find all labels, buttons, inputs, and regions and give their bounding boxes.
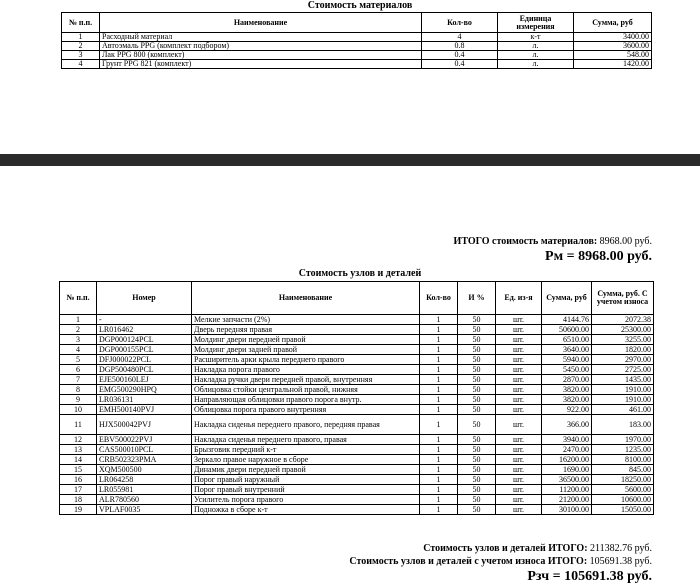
parts-cell-unit: шт. (496, 505, 542, 515)
parts-row (60, 485, 654, 495)
parts-cell-unit: шт. (496, 355, 542, 365)
parts-cell-sum: 5450.00 (542, 365, 592, 375)
parts-row (60, 315, 654, 325)
parts-cell-sum: 922.00 (542, 405, 592, 415)
parts-cell-wear: 50 (458, 495, 496, 505)
materials-cell-unit: л. (498, 42, 574, 51)
parts-cell-name: Порог правый наружный (192, 475, 420, 485)
parts-cell-qty: 1 (420, 325, 458, 335)
parts-cell-sum: 3820.00 (542, 385, 592, 395)
parts-cell-code: ALR780560 (97, 495, 192, 505)
parts-row (60, 365, 654, 375)
parts-cell-qty: 1 (420, 495, 458, 505)
parts-cell-num: 9 (60, 395, 97, 405)
parts-cell-num: 10 (60, 405, 97, 415)
parts-cell-unit: шт. (496, 495, 542, 505)
parts-cell-name: Расширитель арки крыла переднего правого (192, 355, 420, 365)
parts-header-sumwear: Сумма, руб. С учетом износа (592, 282, 654, 315)
parts-cell-wear: 50 (458, 415, 496, 435)
parts-cell-sumwear: 845.00 (592, 465, 654, 475)
parts-cell-sum: 3940.00 (542, 435, 592, 445)
parts-cell-num: 16 (60, 475, 97, 485)
parts-cell-name: Накладка сиденья переднего правого, правая (192, 435, 420, 445)
parts-cell-code: DFJ000022PCL (97, 355, 192, 365)
parts-cell-unit: шт. (496, 365, 542, 375)
parts-cell-num: 13 (60, 445, 97, 455)
parts-cell-code: LR016462 (97, 325, 192, 335)
parts-cell-unit: шт. (496, 435, 542, 445)
parts-cell-sumwear: 18250.00 (592, 475, 654, 485)
parts-cell-sum: 36500.00 (542, 475, 592, 485)
parts-cell-wear: 50 (458, 475, 496, 485)
parts-cell-sum: 50600.00 (542, 325, 592, 335)
parts-cell-wear: 50 (458, 485, 496, 495)
parts-cell-wear: 50 (458, 405, 496, 415)
parts-cell-unit: шт. (496, 385, 542, 395)
parts-cell-unit: шт. (496, 375, 542, 385)
parts-cell-wear: 50 (458, 505, 496, 515)
parts-cell-num: 5 (60, 355, 97, 365)
parts-cell-wear: 50 (458, 395, 496, 405)
materials-header-name: Наименование (100, 13, 422, 33)
parts-cell-code: LR036131 (97, 395, 192, 405)
parts-cell-unit: шт. (496, 455, 542, 465)
parts-cell-name: Дверь передняя правая (192, 325, 420, 335)
materials-cell-sum: 3400.00 (574, 33, 652, 42)
materials-row (62, 51, 652, 60)
parts-row (60, 385, 654, 395)
parts-total-label: Стоимость узлов и деталей ИТОГО: (423, 543, 588, 554)
materials-cell-qty: 4 (422, 33, 498, 42)
parts-cell-wear: 50 (458, 315, 496, 325)
parts-cell-code: DGP000155PCL (97, 345, 192, 355)
parts-cell-sumwear: 1820.00 (592, 345, 654, 355)
parts-cell-qty: 1 (420, 385, 458, 395)
parts-header-wear: И % (458, 282, 496, 315)
parts-cell-name: Накладка сиденья переднего правого, передняя правая (192, 415, 420, 435)
parts-row (60, 435, 654, 445)
parts-cell-name: Брызговик передний к-т (192, 445, 420, 455)
parts-cell-sum: 6510.00 (542, 335, 592, 345)
parts-cell-qty: 1 (420, 485, 458, 495)
parts-cell-qty: 1 (420, 405, 458, 415)
parts-total-wear-label: Стоимость узлов и деталей с учетом износа ИТОГО: (349, 556, 588, 567)
parts-cell-sumwear: 2072.38 (592, 315, 654, 325)
materials-cell-name: Грунт PPG 821 (комплект) (100, 60, 422, 69)
materials-cell-unit: к-т (498, 33, 574, 42)
parts-cell-name: Порог правый внутренний (192, 485, 420, 495)
parts-cell-qty: 1 (420, 505, 458, 515)
materials-header-sum: Сумма, руб (574, 13, 652, 33)
parts-cell-name: Направляющая облицовки правого порога внутр. (192, 395, 420, 405)
parts-cell-qty: 1 (420, 445, 458, 455)
parts-cell-sumwear: 2725.00 (592, 365, 654, 375)
parts-cell-qty: 1 (420, 455, 458, 465)
parts-cell-sumwear: 10600.00 (592, 495, 654, 505)
parts-cell-unit: шт. (496, 475, 542, 485)
parts-cell-sumwear: 1235.00 (592, 445, 654, 455)
parts-cell-wear: 50 (458, 345, 496, 355)
parts-cell-unit: шт. (496, 325, 542, 335)
parts-cell-qty: 1 (420, 415, 458, 435)
parts-row (60, 375, 654, 385)
parts-cell-sumwear: 1970.00 (592, 435, 654, 445)
parts-cell-name: Подножка в сборе к-т (192, 505, 420, 515)
materials-cell-qty: 0.8 (422, 42, 498, 51)
parts-row (60, 415, 654, 435)
parts-cell-num: 11 (60, 415, 97, 435)
parts-table (59, 281, 654, 515)
materials-row (62, 42, 652, 51)
parts-header-num: № п.п. (60, 282, 97, 315)
materials-cell-name: Лак PPG 800 (комплект) (100, 51, 422, 60)
parts-cell-name: Зеркало правое наружное в сборе (192, 455, 420, 465)
materials-cell-unit: л. (498, 60, 574, 69)
parts-cell-wear: 50 (458, 355, 496, 365)
parts-cell-sum: 5940.00 (542, 355, 592, 365)
materials-total (330, 236, 652, 247)
materials-cell-qty: 0.4 (422, 60, 498, 69)
parts-cell-sumwear: 183.00 (592, 415, 654, 435)
parts-header-code: Номер (97, 282, 192, 315)
parts-row (60, 465, 654, 475)
parts-total-wear-value: 105691.38 руб. (589, 556, 652, 567)
parts-cell-sum: 3640.00 (542, 345, 592, 355)
parts-cell-num: 1 (60, 315, 97, 325)
parts-cell-name: Мелкие запчасти (2%) (192, 315, 420, 325)
materials-cell-num: 2 (62, 42, 100, 51)
parts-cell-sum: 4144.76 (542, 315, 592, 325)
parts-title: Стоимость узлов и деталей (298, 268, 422, 279)
parts-cell-code: - (97, 315, 192, 325)
materials-cell-name: Расходный материал (100, 33, 422, 42)
materials-cell-qty: 0.4 (422, 51, 498, 60)
parts-cell-sumwear: 1910.00 (592, 385, 654, 395)
parts-row (60, 325, 654, 335)
parts-cell-wear: 50 (458, 385, 496, 395)
materials-header-unit: Единица измерения (498, 13, 574, 33)
parts-cell-sum: 366.00 (542, 415, 592, 435)
parts-row (60, 505, 654, 515)
parts-cell-qty: 1 (420, 435, 458, 445)
parts-cell-qty: 1 (420, 465, 458, 475)
parts-cell-num: 3 (60, 335, 97, 345)
parts-cell-qty: 1 (420, 335, 458, 345)
parts-cell-num: 4 (60, 345, 97, 355)
parts-cell-sum: 3820.00 (542, 395, 592, 405)
materials-cell-num: 3 (62, 51, 100, 60)
parts-cell-sum: 1690.00 (542, 465, 592, 475)
materials-total-value: 8968.00 руб. (599, 236, 652, 247)
parts-cell-qty: 1 (420, 475, 458, 485)
parts-cell-sum: 2470.00 (542, 445, 592, 455)
parts-cell-wear: 50 (458, 365, 496, 375)
parts-cell-qty: 1 (420, 365, 458, 375)
parts-cell-code: CAS500010PCL (97, 445, 192, 455)
parts-cell-code: EMH500140PVJ (97, 405, 192, 415)
parts-cell-code: CRB502323PMA (97, 455, 192, 465)
parts-cell-sumwear: 461.00 (592, 405, 654, 415)
parts-cell-code: DGP000124PCL (97, 335, 192, 345)
materials-cell-sum: 548.00 (574, 51, 652, 60)
parts-cell-qty: 1 (420, 345, 458, 355)
materials-cell-unit: л. (498, 51, 574, 60)
parts-cell-name: Облицовка порога правого внутренняя (192, 405, 420, 415)
parts-cell-qty: 1 (420, 395, 458, 405)
materials-cell-num: 4 (62, 60, 100, 69)
parts-cell-code: LR055981 (97, 485, 192, 495)
parts-cell-wear: 50 (458, 335, 496, 345)
parts-cell-num: 17 (60, 485, 97, 495)
parts-cell-sumwear: 1435.00 (592, 375, 654, 385)
parts-cell-name: Молдинг двери передней правой (192, 335, 420, 345)
parts-cell-num: 7 (60, 375, 97, 385)
parts-cell-num: 6 (60, 365, 97, 375)
parts-header-sum: Сумма, руб (542, 282, 592, 315)
parts-header-name: Наименование (192, 282, 420, 315)
materials-cell-sum: 3600.00 (574, 42, 652, 51)
page-separator (0, 154, 700, 166)
parts-cell-unit: шт. (496, 405, 542, 415)
parts-cell-name: Накладка порога правого (192, 365, 420, 375)
parts-cell-qty: 1 (420, 355, 458, 365)
parts-cell-code: EMG500290HPQ (97, 385, 192, 395)
parts-cell-unit: шт. (496, 335, 542, 345)
parts-cell-sumwear: 1910.00 (592, 395, 654, 405)
parts-cell-sumwear: 8100.00 (592, 455, 654, 465)
parts-cell-sumwear: 2970.00 (592, 355, 654, 365)
parts-cell-wear: 50 (458, 465, 496, 475)
parts-cell-wear: 50 (458, 445, 496, 455)
parts-cell-unit: шт. (496, 415, 542, 435)
materials-table (61, 12, 652, 69)
parts-cell-sumwear: 25300.00 (592, 325, 654, 335)
parts-row (60, 495, 654, 505)
parts-cell-num: 14 (60, 455, 97, 465)
parts-cell-qty: 1 (420, 315, 458, 325)
parts-row (60, 345, 654, 355)
parts-cell-wear: 50 (458, 435, 496, 445)
materials-cell-sum: 1420.00 (574, 60, 652, 69)
parts-header-qty: Кол-во (420, 282, 458, 315)
parts-cell-sum: 21200.00 (542, 495, 592, 505)
parts-cell-sum: 2870.00 (542, 375, 592, 385)
materials-title: Стоимость материалов (307, 0, 413, 11)
parts-cell-wear: 50 (458, 455, 496, 465)
parts-cell-name: Облицовка стойки центральной правой, нижняя (192, 385, 420, 395)
parts-cell-sum: 16200.00 (542, 455, 592, 465)
materials-header-num: № п.п. (62, 13, 100, 33)
parts-cell-wear: 50 (458, 375, 496, 385)
parts-rzch-line: Рзч = 105691.38 руб. (527, 569, 652, 584)
parts-cell-sum: 11200.00 (542, 485, 592, 495)
materials-header-qty: Кол-во (422, 13, 498, 33)
parts-cell-code: XQM500500 (97, 465, 192, 475)
parts-cell-wear: 50 (458, 325, 496, 335)
parts-cell-name: Накладка ручки двери передней правой, внутренняя (192, 375, 420, 385)
parts-cell-num: 18 (60, 495, 97, 505)
parts-cell-unit: шт. (496, 465, 542, 475)
parts-cell-unit: шт. (496, 445, 542, 455)
materials-row (62, 60, 652, 69)
parts-cell-num: 19 (60, 505, 97, 515)
parts-total-value: 211382.76 руб. (590, 543, 652, 554)
parts-cell-name: Динамик двери передней правой (192, 465, 420, 475)
parts-total-wear (200, 556, 652, 567)
parts-cell-code: DGP500480PCL (97, 365, 192, 375)
parts-cell-sum: 30100.00 (542, 505, 592, 515)
parts-cell-unit: шт. (496, 345, 542, 355)
parts-cell-name: Молдинг двери задней правой (192, 345, 420, 355)
parts-cell-code: LR064258 (97, 475, 192, 485)
materials-rm-line: Рм = 8968.00 руб. (545, 249, 652, 264)
parts-cell-sumwear: 3255.00 (592, 335, 654, 345)
materials-total-label: ИТОГО стоимость материалов: (453, 236, 598, 247)
parts-row (60, 395, 654, 405)
parts-cell-code: EJE500160LEJ (97, 375, 192, 385)
parts-cell-sumwear: 5600.00 (592, 485, 654, 495)
parts-row (60, 355, 654, 365)
parts-cell-unit: шт. (496, 395, 542, 405)
parts-row (60, 455, 654, 465)
parts-cell-num: 2 (60, 325, 97, 335)
parts-cell-name: Усилитель порога правого (192, 495, 420, 505)
parts-row (60, 475, 654, 485)
parts-row (60, 445, 654, 455)
parts-cell-qty: 1 (420, 375, 458, 385)
parts-cell-num: 8 (60, 385, 97, 395)
parts-total (250, 543, 652, 554)
materials-cell-num: 1 (62, 33, 100, 42)
parts-cell-sumwear: 15050.00 (592, 505, 654, 515)
parts-cell-num: 12 (60, 435, 97, 445)
parts-cell-unit: шт. (496, 485, 542, 495)
materials-cell-name: Автоэмаль PPG (комплект подбором) (100, 42, 422, 51)
parts-row (60, 335, 654, 345)
parts-cell-code: EBV500022PVJ (97, 435, 192, 445)
materials-row (62, 33, 652, 42)
parts-cell-unit: шт. (496, 315, 542, 325)
parts-cell-num: 15 (60, 465, 97, 475)
parts-row (60, 405, 654, 415)
parts-header-unit: Ед. из-я (496, 282, 542, 315)
parts-cell-code: HJX500042PVJ (97, 415, 192, 435)
parts-cell-code: VPLAF0035 (97, 505, 192, 515)
